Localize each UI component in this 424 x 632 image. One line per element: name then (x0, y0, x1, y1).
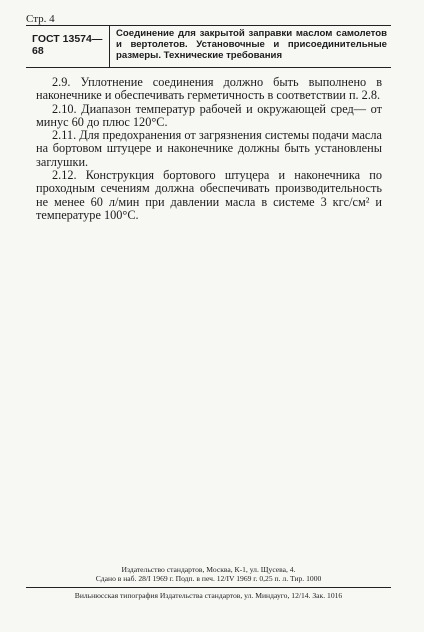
standard-number: ГОСТ 13574—68 (26, 26, 110, 67)
imprint-dates: Сдано в наб. 28/I 1969 г. Подп. в печ. 12/IV 1969 г. 0,25 п. л. Тир. 1000 (95, 574, 322, 584)
paragraph-2-9: 2.9. Уплотнение соединения должно быть выполнено в наконечнике и обеспечивать герметичность в соответствии п. 2.8. (36, 75, 382, 103)
imprint (26, 565, 391, 600)
imprint-printer: Вильнюсская типография Издательства стандартов, ул. Миндауго, 12/14. Зак. 1016 (26, 587, 391, 600)
paragraph-2-12: 2.12. Конструкция бортового штуцера и наконечника по проходным сечениям должна обеспечивать производительность не менее 60 л/мин при давлении масла в системе 3 кгс/см² и температуре 100°С. (36, 168, 382, 222)
document-title: Соединение для закрытой заправки маслом самолетов и вертолетов. Установочные и присоединительные размеры. Технические требования (116, 28, 387, 61)
body-text (36, 76, 382, 222)
page-number: Стр. 4 (26, 13, 55, 25)
imprint-publisher: Издательство стандартов, Москва, К-1, ул. Щусева, 4. (121, 565, 296, 574)
paragraph-2-11: 2.11. Для предохранения от загрязнения системы подачи масла на бортовом штуцере и наконечнике должны быть установлены заглушки. (36, 128, 382, 169)
document-header (26, 25, 391, 68)
paragraph-2-10: 2.10. Диапазон температур рабочей и окружающей сред— от минус 60 до плюс 120°С. (36, 101, 382, 129)
